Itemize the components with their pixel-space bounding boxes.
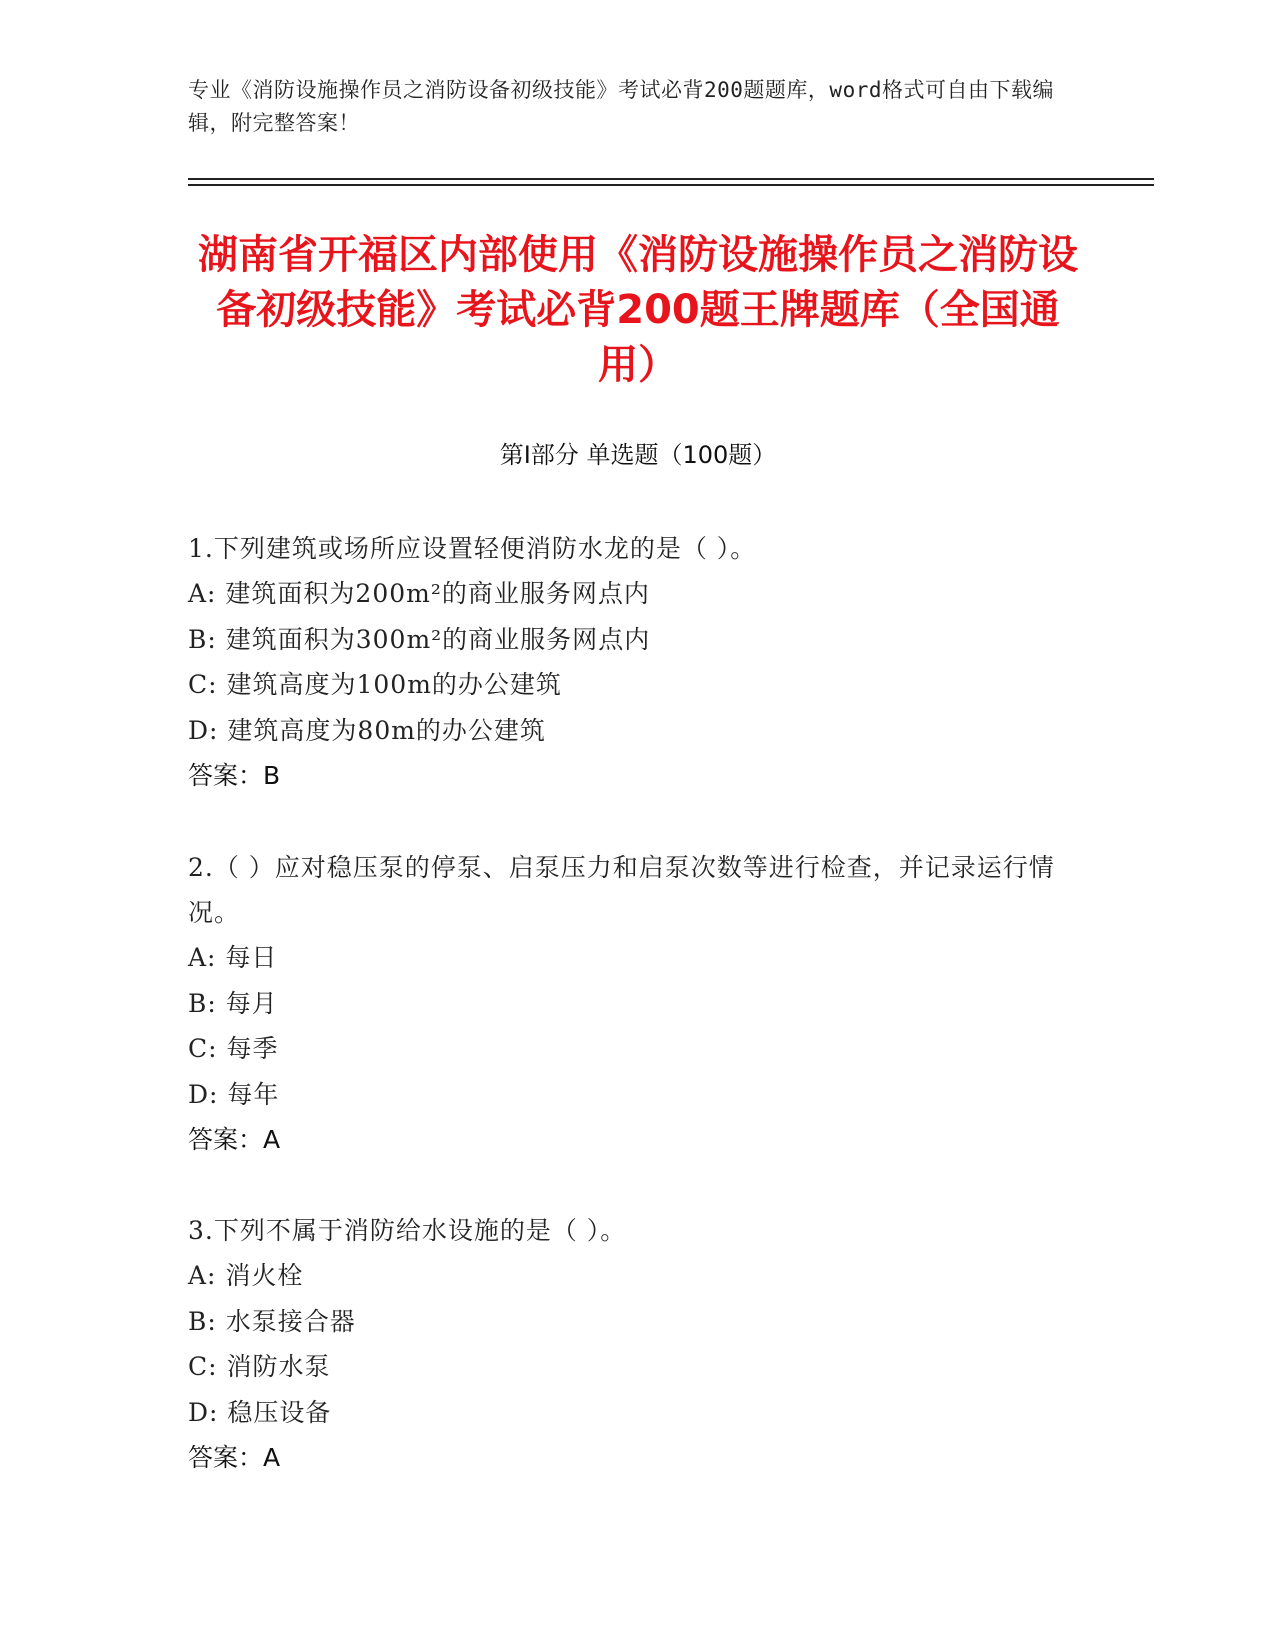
option-c: C: 消防水泵 (188, 1352, 331, 1381)
option-d: D: 稳压设备 (188, 1397, 332, 1427)
question-block (188, 1208, 1068, 1481)
document-title: 湖南省开福区内部使用《消防设施操作员之消防设备初级技能》考试必背200题王牌题库（全国通用） (198, 232, 1078, 388)
option-a: A: 每日 (188, 943, 278, 972)
option-c: C: 每季 (188, 1034, 279, 1063)
question-text: 2.（ ）应对稳压泵的停泵、启泵压力和启泵次数等进行检查，并记录运行情况。 (188, 853, 1055, 927)
option-b: B: 水泵接合器 (188, 1306, 356, 1336)
section-title: 第Ⅰ部分 单选题（100题） (499, 441, 777, 469)
header-rule-bottom (188, 184, 1154, 186)
option-d: D: 建筑高度为80m的办公建筑 (188, 715, 546, 745)
answer-text: 答案：A (188, 1443, 281, 1472)
answer-text: 答案：B (188, 761, 281, 790)
question-text: 3.下列不属于消防给水设施的是（ ）。 (188, 1216, 627, 1245)
header-note: 专业《消防设施操作员之消防设备初级技能》考试必背200题题库，word格式可自由下载编辑，附完整答案！ (188, 78, 1054, 135)
header-rule-top (188, 178, 1154, 180)
option-d: D: 每年 (188, 1079, 280, 1109)
option-b: B: 建筑面积为300m²的商业服务网点内 (188, 624, 651, 654)
answer-text: 答案：A (188, 1125, 281, 1154)
question-text: 1.下列建筑或场所应设置轻便消防水龙的是（ ）。 (188, 534, 757, 563)
option-b: B: 每月 (188, 988, 278, 1018)
question-block (188, 526, 1068, 799)
option-a: A: 消火栓 (188, 1261, 304, 1290)
option-a: A: 建筑面积为200m²的商业服务网点内 (188, 579, 650, 608)
question-block (188, 845, 1068, 1163)
option-c: C: 建筑高度为100m的办公建筑 (188, 670, 562, 699)
